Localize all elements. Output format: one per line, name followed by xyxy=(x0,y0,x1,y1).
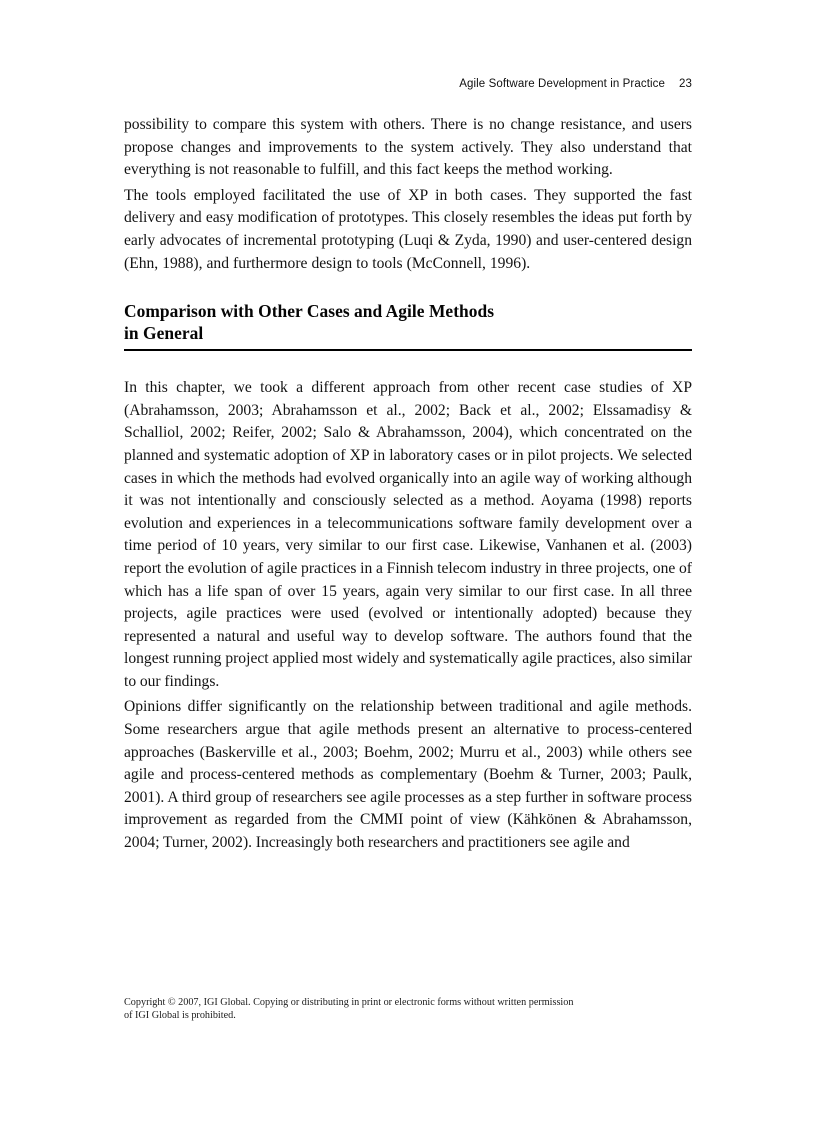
text-column xyxy=(124,114,692,858)
paragraph-1: possibility to compare this system with others. There is no change resistance, and users propose changes and improvements to the system actively. They also understand that everything is not reasonable to fulfill, and this fact keeps the method working. xyxy=(124,116,692,179)
running-head xyxy=(124,78,692,90)
heading-spacer xyxy=(124,351,692,377)
copyright-footer xyxy=(124,996,692,1023)
copyright-line-2: of IGI Global is prohibited. xyxy=(124,1010,236,1022)
copyright-line-1: Copyright © 2007, IGI Global. Copying or distributing in print or electronic forms without written permission xyxy=(124,997,574,1008)
section-heading-line-1: Comparison with Other Cases and Agile Methods xyxy=(124,301,495,322)
section-heading xyxy=(124,300,692,344)
paragraph-3: In this chapter, we took a different approach from other recent case studies of XP (Abrahamsson, 2003; Abrahamsson et al., 2002; Back et al., 2002; Elssamadisy & Schalliol, 2002; Reifer, 2002; Salo & Abrahamsson, 2004), which concentrated on the planned and systematic adoption of XP in laboratory cases or in pilot projects. We selected cases in which the methods had evolved organically into an agile way of working although it was not intentionally and consciously selected as a method. Aoyama (1998) reports evolution and experiences in a telecommunications software family development over a time period of 10 years, very similar to our first case. Likewise, Vanhanen et al. (2003) report the evolution of agile practices in a Finnish telecom industry in three projects, one of which has a life span of over 15 years, again very similar to our first case. In all three projects, agile practices were used (evolved or intentionally adopted) because they represented a natural and useful way to develop software. The authors found that the longest running project applied most widely and systematically agile practices, also similar to our findings. xyxy=(124,379,692,690)
paragraph-4: Opinions differ significantly on the relationship between traditional and agile methods. Some researchers argue that agile methods present an alternative to process-centered approaches (Baskerville et al., 2003; Boehm, 2002; Murru et al., 2003) while others see agile and process-centered methods as complementary (Boehm & Turner, 2003; Paulk, 2001). A third group of researchers see agile processes as a step further in software process improvement as regarded from the CMMI point of view (Kähkönen & Abrahamsson, 2004; Turner, 2002). Increasingly both researchers and practitioners see agile and xyxy=(124,698,692,852)
section-heading-line-2: in General xyxy=(124,323,204,344)
paragraph-2: The tools employed facilitated the use of XP in both cases. They supported the fast delivery and easy modification of prototypes. This closely resembles the ideas put forth by early advocates of incremental prototyping (Luqi & Zyda, 1990) and user-centered design (Ehn, 1988), and furthermore design to tools (McConnell, 1996). xyxy=(124,186,692,272)
running-head-title: Agile Software Development in Practice xyxy=(459,78,665,90)
page-number: 23 xyxy=(679,78,692,90)
